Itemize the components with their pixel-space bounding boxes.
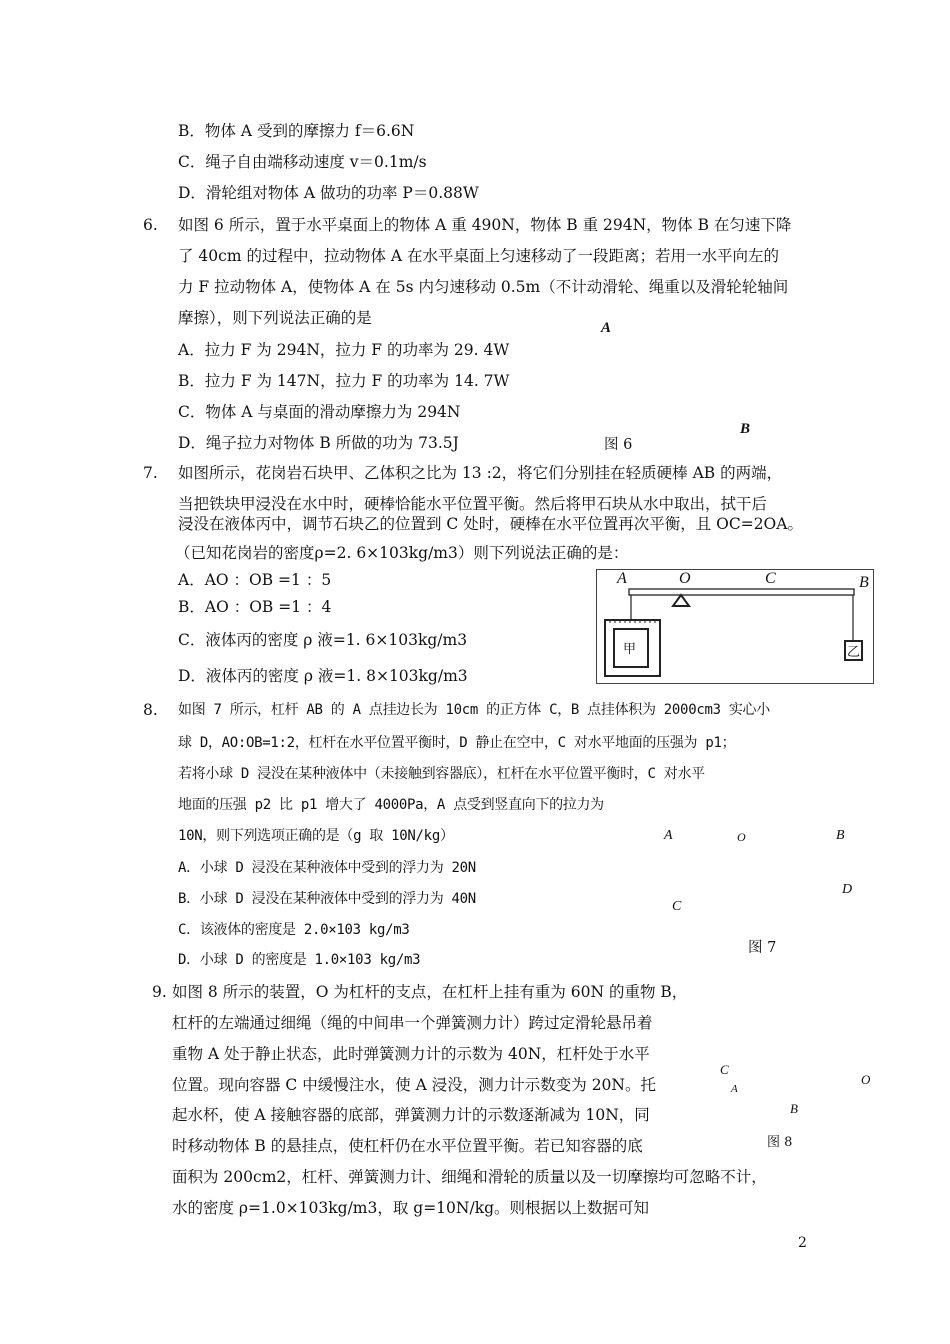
fig-lever-label-b: B xyxy=(859,574,869,591)
q7-line-4: （已知花岗岩的密度ρ=2. 6×103kg/m3）则下列说法正确的是： xyxy=(175,544,629,562)
fig-lever-label-c: C xyxy=(765,570,776,587)
fig-lever-label-yi: 乙 xyxy=(847,644,861,659)
q5-option-b: B．物体 A 受到的摩擦力 f＝6.6N xyxy=(178,122,415,140)
q8-option-b: B．小球 D 浸没在某种液体中受到的浮力为 40N xyxy=(178,891,476,907)
fig6-caption: 图 6 xyxy=(604,437,633,453)
q7-option-b: B．AO ：OB =1 ：4 xyxy=(178,598,332,616)
q9-line-1: 如图 8 所示的装置，O 为杠杆的支点，在杠杆上挂有重为 60N 的重物 B， xyxy=(172,983,688,1001)
q6-option-c: C．物体 A 与桌面的滑动摩擦力为 294N xyxy=(178,403,461,421)
fig7-label-o: O xyxy=(737,830,746,844)
q9-line-2: 杠杆的左端通过细绳（绳的中间串一个弹簧测力计）跨过定滑轮悬吊着 xyxy=(172,1014,653,1032)
q7-option-c: C．液体丙的密度 ρ 液=1. 6×103kg/m3 xyxy=(178,631,468,649)
fig-lever-label-jia: 甲 xyxy=(623,641,637,656)
lever-bar xyxy=(629,589,854,595)
q9-line-7: 面积为 200cm2，杠杆、弹簧测力计、细绳和滑轮的质量以及一切摩擦均可忽略不计， xyxy=(172,1168,767,1186)
q8-line-3: 若将小球 D 浸没在某种液体中（未接触到容器底），杠杆在水平位置平衡时，C 对水平 xyxy=(178,766,705,782)
q8-line-5: 10N，则下列选项正确的是（g 取 10N/kg） xyxy=(178,828,454,844)
fig6-label-b: B xyxy=(740,421,751,437)
q6-line-3: 力 F 拉动物体 A，使物体 A 在 5s 内匀速移动 0.5m（不计动滑轮、绳重以及滑轮轮轴间 xyxy=(178,278,789,296)
q8-line-4: 地面的压强 p2 比 p1 增大了 4000Pa，A 点受到竖直向下的拉力为 xyxy=(178,797,604,813)
q6-number: 6. xyxy=(143,216,158,234)
q8-number: 8. xyxy=(143,701,158,719)
q9-line-6: 时移动物体 B 的悬挂点，使杠杆仍在水平位置平衡。若已知容器的底 xyxy=(172,1137,643,1155)
q6-line-1: 如图 6 所示，置于水平桌面上的物体 A 重 490N，物体 B 重 294N，物体 B 在匀速下降 xyxy=(178,216,792,234)
q8-line-1: 如图 7 所示，杠杆 AB 的 A 点挂边长为 10cm 的正方体 C，B 点挂体积为 2000cm3 实心小 xyxy=(178,702,770,718)
q8-option-d: D．小球 D 的密度是 1.0×103 kg/m3 xyxy=(178,952,421,968)
fig8-label-b: B xyxy=(790,1101,798,1116)
q8-option-a: A．小球 D 浸没在某种液体中受到的浮力为 20N xyxy=(178,860,476,876)
q6-option-a: A．拉力 F 为 294N，拉力 F 的功率为 29. 4W xyxy=(178,341,510,359)
q7-lever-diagram xyxy=(597,570,873,683)
fig8-label-a: A xyxy=(731,1083,738,1095)
fig7-label-b: B xyxy=(836,828,845,843)
fulcrum-triangle xyxy=(673,595,689,606)
fig7-caption: 图 7 xyxy=(748,940,777,956)
q7-option-d: D．液体丙的密度 ρ 液=1. 8×103kg/m3 xyxy=(178,667,468,685)
q7-line-1: 如图所示，花岗岩石块甲、乙体积之比为 13 :2，将它们分别挂在轻质硬棒 AB 的两端， xyxy=(178,464,783,482)
fig7-label-a: A xyxy=(664,828,673,843)
fig-lever-label-o: O xyxy=(679,570,691,587)
q6-line-4: 摩擦），则下列说法正确的是 xyxy=(178,309,372,327)
q7-number: 7. xyxy=(143,464,158,482)
q7-line-3: 浸没在液体丙中，调节石块乙的位置到 C 处时，硬棒在水平位置再次平衡，且 OC=2OA。 xyxy=(178,515,803,533)
q5-option-d: D．滑轮组对物体 A 做功的功率 P＝0.88W xyxy=(178,184,479,202)
fig6-label-a: A xyxy=(601,320,612,336)
q9-line-8: 水的密度 ρ=1.0×103kg/m3，取 g=10N/kg。则根据以上数据可知 xyxy=(172,1199,650,1217)
fig8-label-c: C xyxy=(720,1062,729,1077)
fig7-label-c: C xyxy=(672,899,682,914)
q9-line-5: 起水杯，使 A 接触容器的底部，弹簧测力计的示数逐渐减为 10N，同 xyxy=(172,1106,650,1124)
q6-line-2: 了 40cm 的过程中，拉动物体 A 在水平桌面上匀速移动了一段距离；若用一水平向左的 xyxy=(178,247,780,265)
fig7-label-d: D xyxy=(842,882,853,897)
q7-line-2: 当把铁块甲浸没在水中时，硬棒恰能水平位置平衡。然后将甲石块从水中取出，拭干后 xyxy=(178,495,768,513)
q5-option-c: C．绳子自由端移动速度 v＝0.1m/s xyxy=(178,153,427,171)
q9-line-4: 位置。现向容器 C 中缓慢注水，使 A 浸没，测力计示数变为 20N。托 xyxy=(172,1076,656,1094)
q9-number: 9. xyxy=(152,983,167,1001)
q9-line-3: 重物 A 处于静止状态，此时弹簧测力计的示数为 40N，杠杆处于水平 xyxy=(172,1045,650,1063)
q8-line-2: 球 D，AO:OB=1:2，杠杆在水平位置平衡时，D 静止在空中，C 对水平地面的压强为 p1； xyxy=(178,735,736,751)
q6-option-d: D．绳子拉力对物体 B 所做的功为 73.5J xyxy=(178,434,459,452)
fig-lever-label-a: A xyxy=(617,570,627,587)
q6-option-b: B．拉力 F 为 147N，拉力 F 的功率为 14. 7W xyxy=(178,372,510,390)
q8-option-c: C．该液体的密度是 2.0×103 kg/m3 xyxy=(178,922,410,938)
page-number: 2 xyxy=(798,1235,807,1251)
fig8-caption: 图 8 xyxy=(767,1135,793,1150)
q7-lever-figure xyxy=(596,569,874,684)
fig8-label-o: O xyxy=(861,1072,871,1087)
q7-option-a: A．AO ：OB =1 ：5 xyxy=(178,571,332,589)
